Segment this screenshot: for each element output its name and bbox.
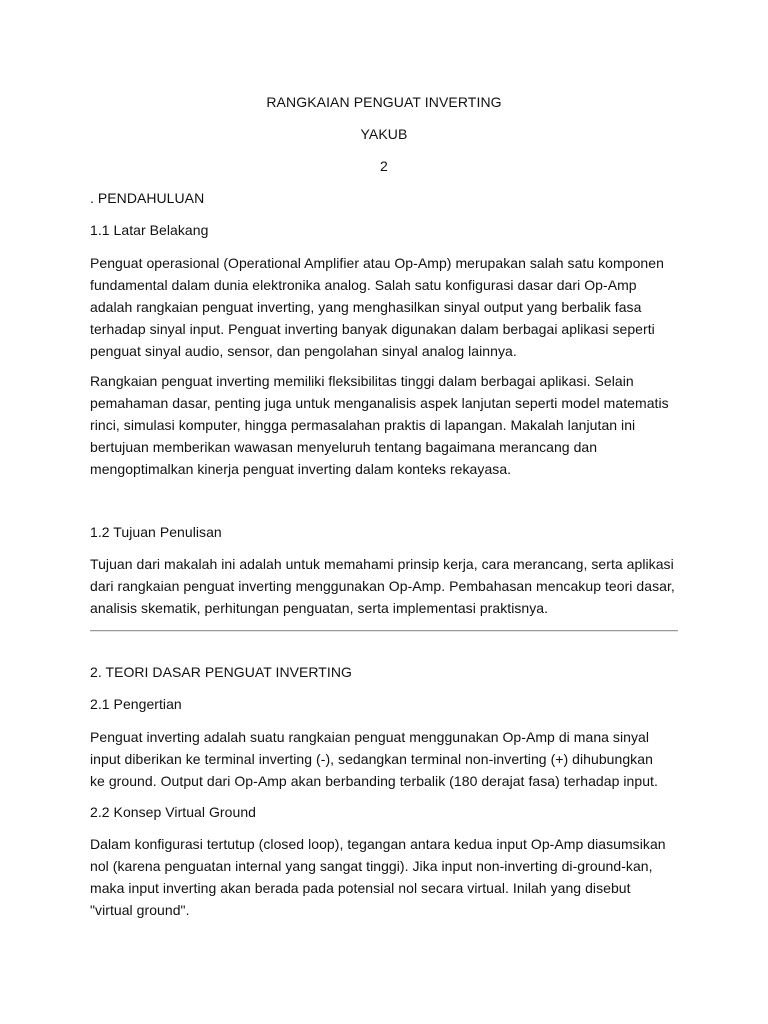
document-title: RANGKAIAN PENGUAT INVERTING [266, 94, 502, 110]
paragraph-line: analisis skematik, perhitungan penguatan, serta implementasi praktisnya. [90, 600, 549, 616]
paragraph-line: nol (karena penguatan internal yang sangat tinggi). Jika input non-inverting di-ground-kan, [90, 858, 653, 874]
section-heading-teori-dasar: 2. TEORI DASAR PENGUAT INVERTING [90, 664, 352, 680]
horizontal-divider [90, 630, 678, 632]
paragraph-line: ke ground. Output dari Op-Amp akan berbanding terbalik (180 derajat fasa) terhadap input. [90, 773, 658, 789]
paragraph-pengertian [90, 726, 680, 792]
paragraph-line: rinci, simulasi komputer, hingga permasalahan praktis di lapangan. Makalah lanjutan ini [90, 417, 636, 433]
subsection-heading-latar-belakang: 1.1 Latar Belakang [90, 222, 209, 238]
paragraph-line: penguat sinyal audio, sensor, dan pengolahan sinyal analog lainnya. [90, 343, 517, 359]
paragraph-line: "virtual ground". [90, 902, 190, 918]
paragraph-line: adalah rangkaian penguat inverting, yang menghasilkan sinyal output yang berbalik fasa [90, 299, 642, 315]
paragraph-line: terhadap sinyal input. Penguat inverting banyak digunakan dalam berbagai aplikasi seperti [90, 321, 655, 337]
paragraph-line: Dalam konfigurasi tertutup (closed loop), tegangan antara kedua input Op-Amp diasumsikan [90, 836, 666, 852]
paragraph-line: bertujuan memberikan wawasan menyeluruh tentang bagaimana merancang dan [90, 439, 598, 455]
document-number: 2 [380, 158, 388, 174]
paragraph-line: maka input inverting akan berada pada potensial nol secara virtual. Inilah yang disebut [90, 880, 631, 896]
paragraph-line: dari rangkaian penguat inverting menggunakan Op-Amp. Pembahasan mencakup teori dasar, [90, 578, 675, 594]
subsection-heading-virtual-ground: 2.2 Konsep Virtual Ground [90, 804, 256, 820]
paragraph-line: mengoptimalkan kinerja penguat inverting dalam konteks rekayasa. [90, 461, 512, 477]
paragraph-line: input diberikan ke terminal inverting (-), sedangkan terminal non-inverting (+) dihubungkan [90, 751, 653, 767]
paragraph-line: Rangkaian penguat inverting memiliki fleksibilitas tinggi dalam berbagai aplikasi. Selain [90, 373, 634, 389]
paragraph-line: Penguat operasional (Operational Amplifier atau Op-Amp) merupakan salah satu komponen [90, 255, 664, 271]
paragraph-line: Penguat inverting adalah suatu rangkaian penguat menggunakan Op-Amp di mana sinyal [90, 729, 650, 745]
paragraph-latar-belakang-1 [90, 252, 680, 362]
paragraph-line: pemahaman dasar, penting juga untuk menganalisis aspek lanjutan seperti model matematis [90, 395, 669, 411]
paragraph-virtual-ground [90, 833, 680, 921]
paragraph-line: Tujuan dari makalah ini adalah untuk memahami prinsip kerja, cara merancang, serta aplikasi [90, 556, 674, 572]
subsection-heading-pengertian: 2.1 Pengertian [90, 696, 182, 712]
paragraph-line: fundamental dalam dunia elektronika analog. Salah satu konfigurasi dasar dari Op-Amp [90, 277, 637, 293]
section-heading-pendahuluan: . PENDAHULUAN [90, 190, 205, 206]
document-author: YAKUB [360, 126, 408, 142]
subsection-heading-tujuan-penulisan: 1.2 Tujuan Penulisan [90, 524, 222, 540]
paragraph-latar-belakang-2 [90, 370, 680, 480]
paragraph-tujuan-penulisan [90, 553, 680, 619]
